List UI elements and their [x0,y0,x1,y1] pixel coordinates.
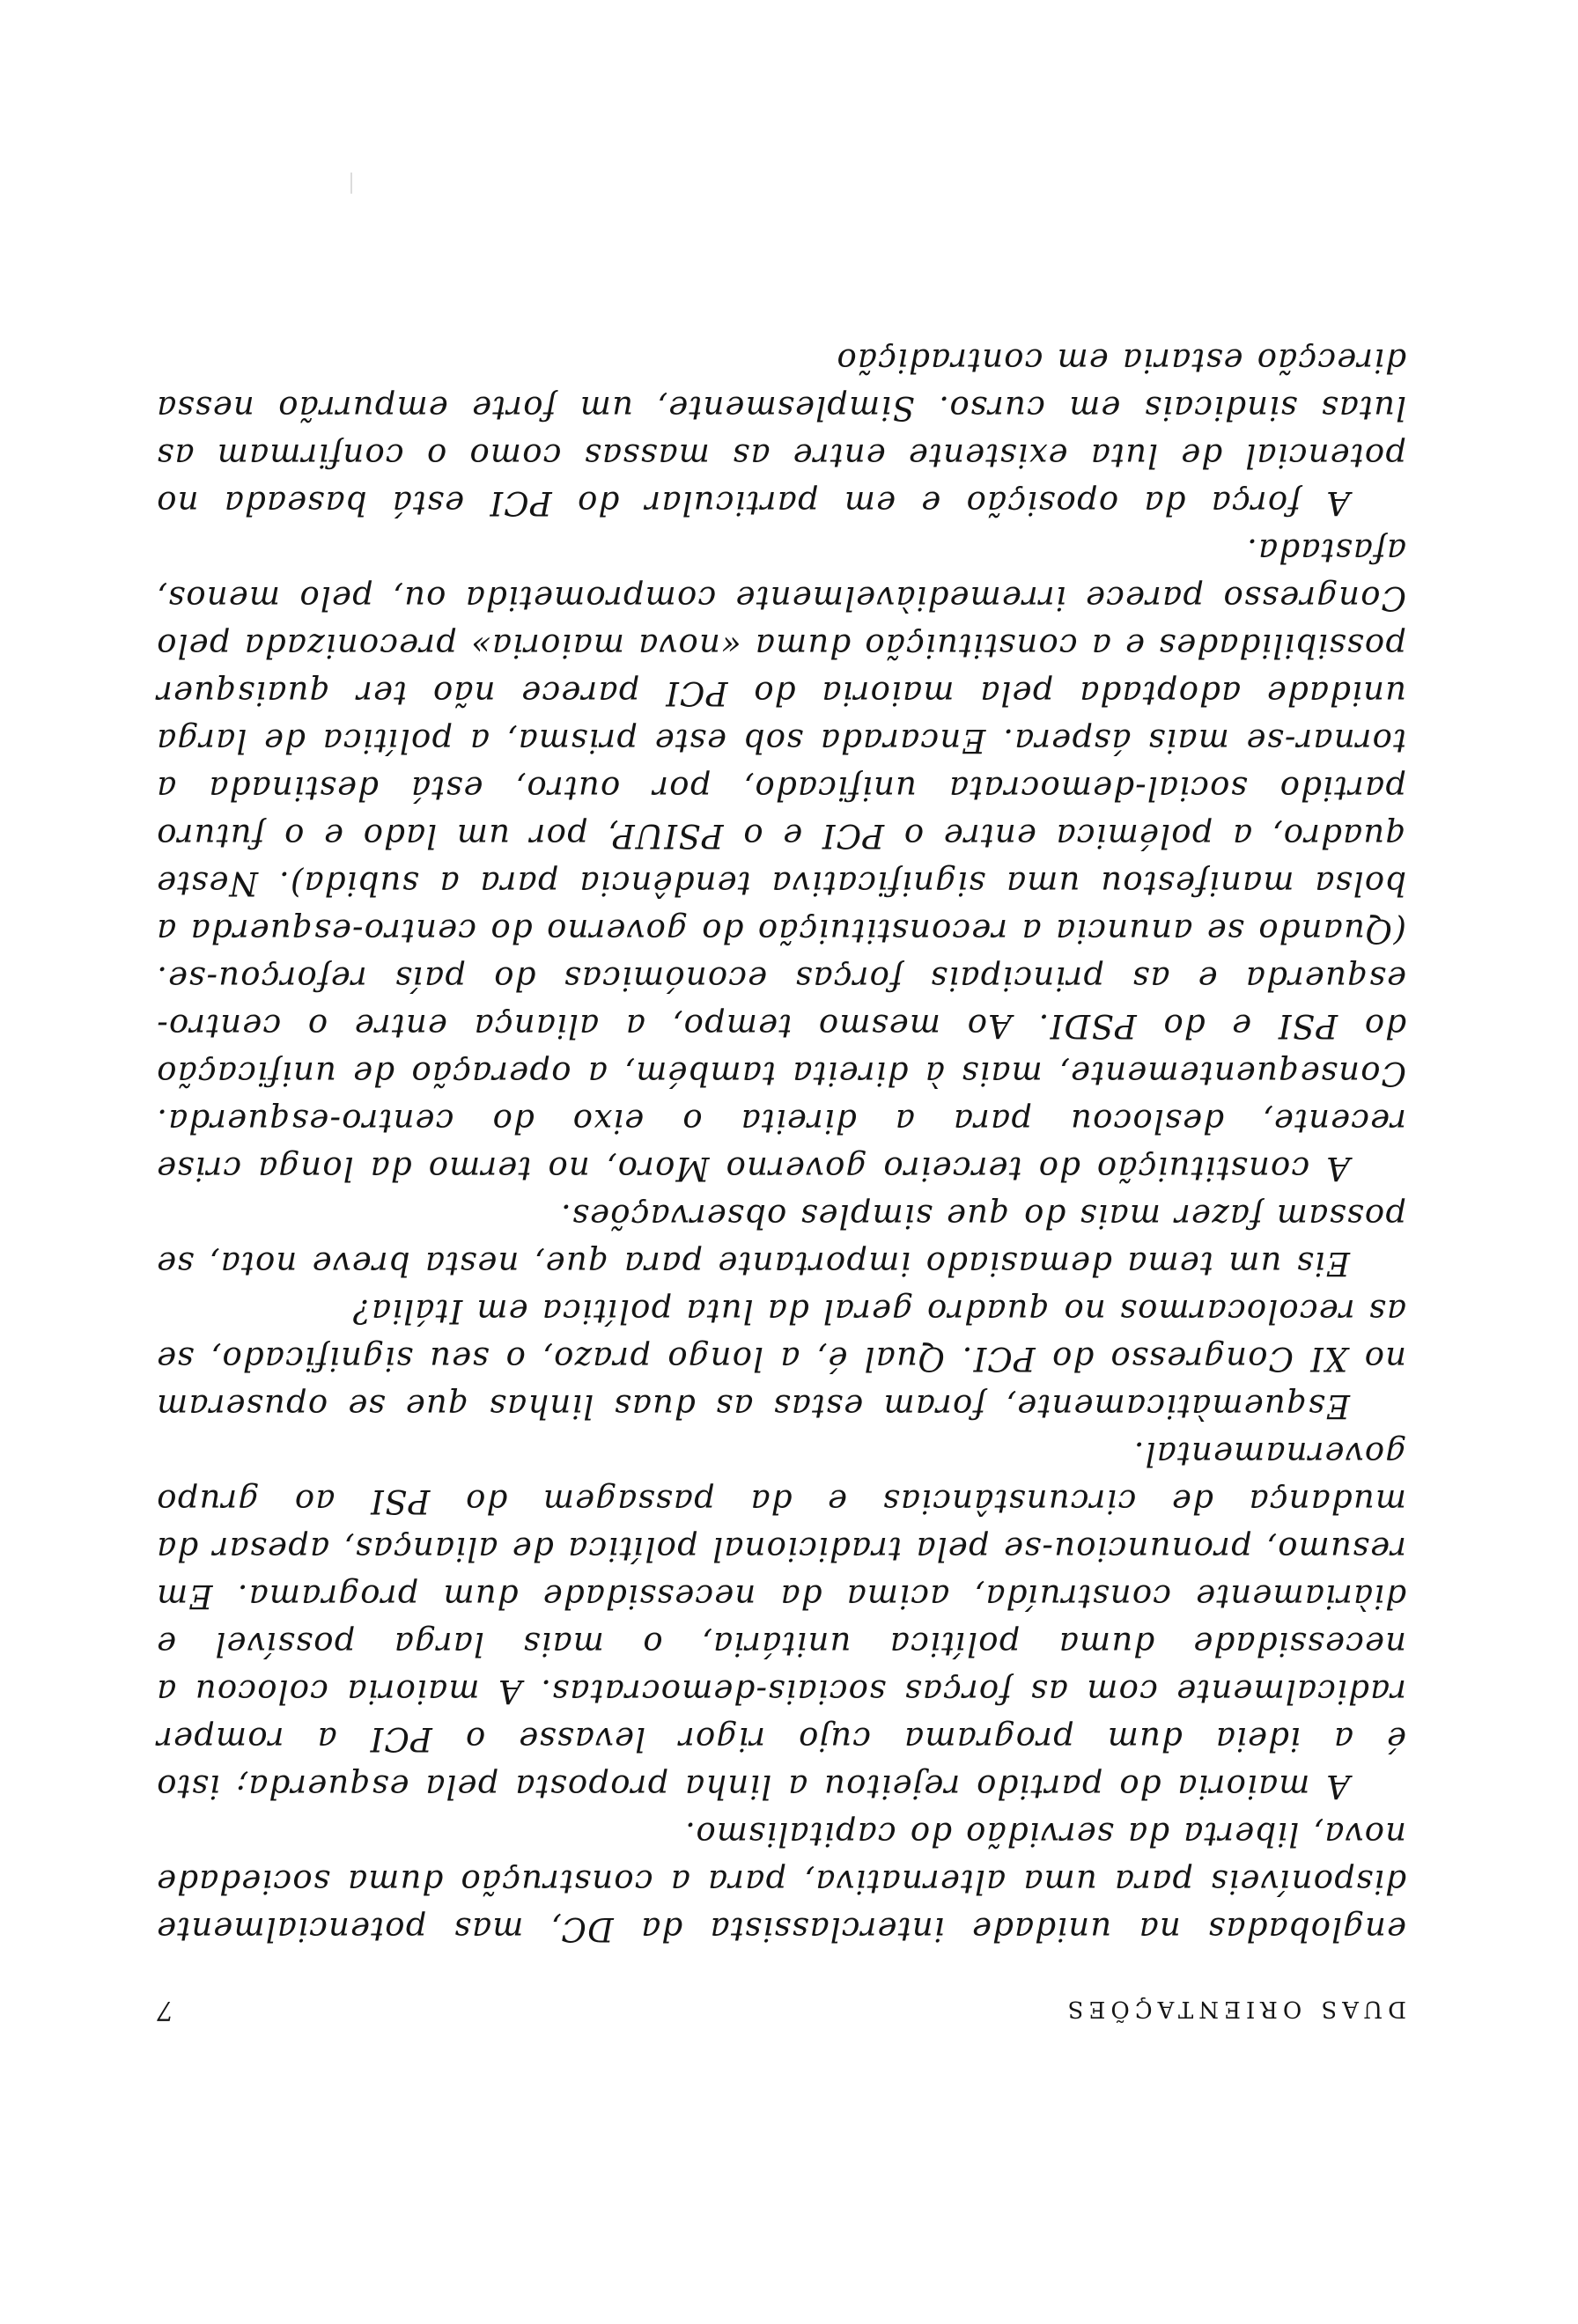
page-number: 7 [156,1995,174,2026]
paragraph: Esquemàticamente, foram estas as duas linhas que se opuseram no XI Congresso do PCI. Qual é, a longo prazo, o seu significado, se as recolocarmos no quadro geral da luta política em Itália? [156,1292,1406,1425]
paragraph: englobadas na unidade interclassista da DC, mas potencialmente disponíveis para uma alternativa, para a construção duma sociedade nova, liberta da servidão do capitalismo. [156,1815,1406,1948]
paragraph: A maioria do partido rejeitou a linha proposta pela esquerda; isto é a ideia dum programa cujo rigor levasse o PCI a romper radicalmente com as forças sociais-democratas. A maioria colocou a necessidade duma política unitária, o mais larga possível e diàriamente construída, acima da necessidade dum programa. Em resumo, pronunciou-se pela tradicional política de alianças, apesar da mudança de circunstâncias e da passagem do PSI ao grupo governamental. [156,1435,1406,1806]
running-head [156,1986,1406,2034]
scan-mark [350,173,352,194]
paragraph: Eis um tema demasiado importante para que, nesta breve nota, se possam fazer mais do que simples observações. [156,1197,1406,1283]
text-block [156,336,1406,2034]
paragraph: A constituição do terceiro governo Moro, no termo da longa crise recente, deslocou para a direita o eixo do centro-esquerda. Consequentemente, mais à direita também, a operação de unificação do PSI e do PSDI. Ao mesmo tempo, a aliança entre o centro-esquerda e as principais forças económicas do país reforçou-se. (Quando se anuncia a reconstituição do governo do centro-esquerda a bolsa manifestou uma significativa tendência para a subida). Neste quadro, a polémica entre o PCI e o PSIUP, por um lado e o futuro partido social-democrata unificado, por outro, está destinada a tornar-se mais áspera. Encarada sob este prisma, a política de larga unidade adoptada pela maioria do PCI parece não ter quaisquer possibilidades e a constituição duma «nova maioria» preconizada pelo Congresso parece irremediàvelmente comprometida ou, pelo menos, afastada. [156,532,1406,1188]
running-title: DUAS ORIENTAÇÕES [1062,1996,1406,2022]
paragraph: A força da oposição e em particular do PCI está baseada no potencial de luta existente entre as massas como o confirmam as lutas sindicais em curso. Simplesmente, um forte empurrão nessa direcção estaria em contradição [156,342,1406,522]
